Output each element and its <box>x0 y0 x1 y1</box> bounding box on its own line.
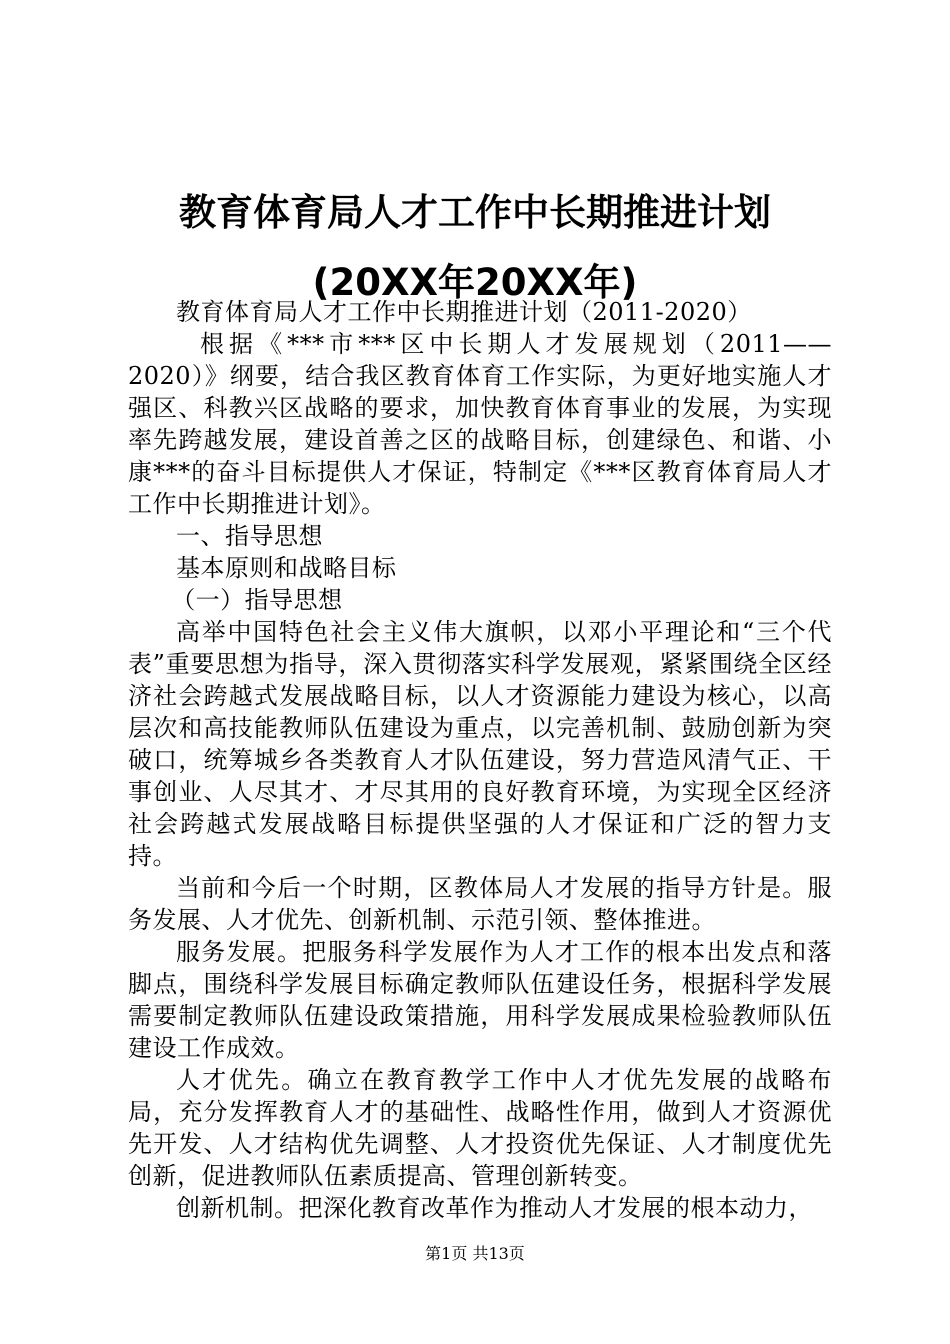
paragraph-talent-priority: 人才优先。确立在教育教学工作中人才优先发展的战略布局，充分发挥教育人才的基础性、战略性作用，做到人才资源优先开发、人才结构优先调整、人才投资优先保证、人才制度优先创新，促进教师队伍素质提高、管理创新转变。 <box>128 1066 832 1190</box>
document-title: 教育体育局人才工作中长期推进计划(20XX年20XX年) <box>179 191 771 304</box>
section-heading-principles: 基本原则和战略目标 <box>176 554 397 582</box>
paragraph-guiding-policy: 当前和今后一个时期，区教体局人才发展的指导方针是。服务发展、人才优先、创新机制、示范引领、整体推进。 <box>128 874 832 934</box>
paragraph-guiding-ideology: 高举中国特色社会主义伟大旗帜，以邓小平理论和“三个代表”重要思想为指导，深入贯彻落实科学发展观，紧紧围绕全区经济社会跨越式发展战略目标，以人才资源能力建设为核心，以高层次和高技能教师队伍建设为重点，以完善机制、鼓励创新为突破口，统筹城乡各类教育人才队伍建设，努力营造风清气正、干事创业、人尽其才、才尽其用的良好教育环境，为实现全区经济社会跨越式发展战略目标提供坚强的人才保证和广泛的智力支持。 <box>128 618 832 870</box>
page-footer: 第1页 共13页 <box>425 1244 525 1263</box>
subsection-heading-1: （一）指导思想 <box>171 586 343 614</box>
paragraph-innovation-mechanism: 创新机制。把深化教育改革作为推动人才发展的根本动力， <box>176 1194 813 1222</box>
paragraph-service-development: 服务发展。把服务科学发展作为人才工作的根本出发点和落脚点，围绕科学发展目标确定教师队伍建设任务，根据科学发展需要制定教师队伍建设政策措施，用科学发展成果检验教师队伍建设工作成效。 <box>128 938 832 1062</box>
paragraph-subtitle: 教育体育局人才工作中长期推进计划（2011-2020） <box>176 298 752 326</box>
document-body <box>128 296 832 1224</box>
section-heading-1: 一、指导思想 <box>176 522 323 550</box>
paragraph-intro: 根据《***市***区中长期人才发展规划（2011——2020）》纲要，结合我区教育体育工作实际，为更好地实施人才强区、科教兴区战略的要求，加快教育体育事业的发展，为实现率先跨越发展，建设首善之区的战略目标，创建绿色、和谐、小康***的奋斗目标提供人才保证，特制定《***区教育体育局人才工作中长期推进计划》。 <box>128 330 832 518</box>
